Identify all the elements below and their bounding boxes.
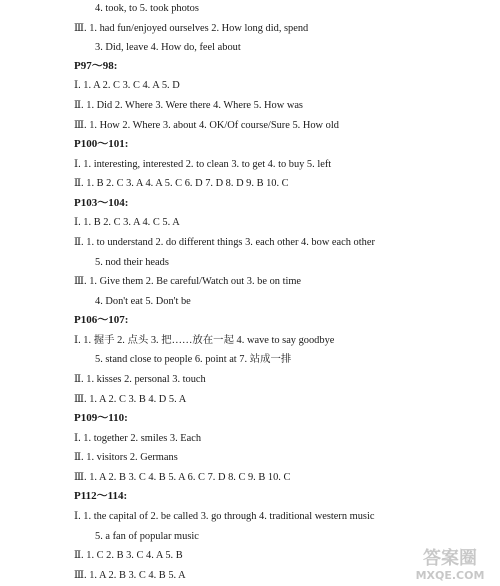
page-range-heading: P103～104: (74, 197, 129, 209)
page-range-heading: P109～110: (74, 412, 128, 424)
page-range-heading: P106～107: (74, 314, 129, 326)
answer-line: Ⅲ. 1. had fun/enjoyed ourselves 2. How long did, spend (74, 23, 309, 34)
watermark-text-bottom: MXQE.COM (415, 569, 485, 582)
answer-line: Ⅰ. 1. B 2. C 3. A 4. C 5. A (74, 217, 180, 228)
answer-line: Ⅱ. 1. kisses 2. personal 3. touch (74, 374, 206, 385)
watermark-text-top: 答案圈 (423, 548, 477, 569)
answer-line: 5. a fan of popular music (95, 531, 199, 542)
answer-line: Ⅱ. 1. Did 2. Where 3. Were there 4. Where 5. How was (74, 100, 303, 111)
answer-line: Ⅱ. 1. visitors 2. Germans (74, 452, 178, 463)
answer-line: Ⅰ. 1. the capital of 2. be called 3. go through 4. traditional western music (74, 511, 375, 522)
answer-line: Ⅱ. 1. C 2. B 3. C 4. A 5. B (74, 550, 183, 561)
answer-line: Ⅲ. 1. A 2. B 3. C 4. B 5. A 6. C 7. D 8. C 9. B 10. C (74, 472, 291, 483)
answer-line: Ⅱ. 1. B 2. C 3. A 4. A 5. C 6. D 7. D 8. D 9. B 10. C (74, 178, 289, 189)
answer-line: 4. took, to 5. took photos (95, 3, 199, 14)
answer-line: Ⅰ. 1. together 2. smiles 3. Each (74, 433, 202, 444)
answer-line: Ⅲ. 1. How 2. Where 3. about 4. OK/Of course/Sure 5. How old (74, 120, 339, 131)
answer-line: Ⅲ. 1. A 2. B 3. C 4. B 5. A (74, 570, 186, 581)
answer-line: Ⅱ. 1. to understand 2. do different things 3. each other 4. bow each other (74, 237, 375, 248)
watermark-logo (404, 544, 496, 584)
answer-line: Ⅲ. 1. Give them 2. Be careful/Watch out 3. be on time (74, 276, 302, 287)
page-range-heading: P97～98: (74, 60, 118, 72)
answer-line: 5. nod their heads (95, 257, 169, 268)
answer-line: Ⅰ. 1. interesting, interested 2. to clean 3. to get 4. to buy 5. left (74, 159, 332, 170)
answer-line: Ⅰ. 1. A 2. C 3. C 4. A 5. D (74, 80, 180, 91)
page-range-heading: P112～114: (74, 490, 128, 502)
answer-line: Ⅲ. 1. A 2. C 3. B 4. D 5. A (74, 394, 187, 405)
answer-line: 5. stand close to people 6. point at 7. 站成一排 (95, 354, 292, 365)
answer-line: 4. Don't eat 5. Don't be (95, 296, 191, 307)
page-range-heading: P100～101: (74, 138, 129, 150)
answer-line: Ⅰ. 1. 握手 2. 点头 3. 把……放在一起 4. wave to say goodbye (74, 335, 335, 346)
answer-line: 3. Did, leave 4. How do, feel about (95, 42, 241, 53)
